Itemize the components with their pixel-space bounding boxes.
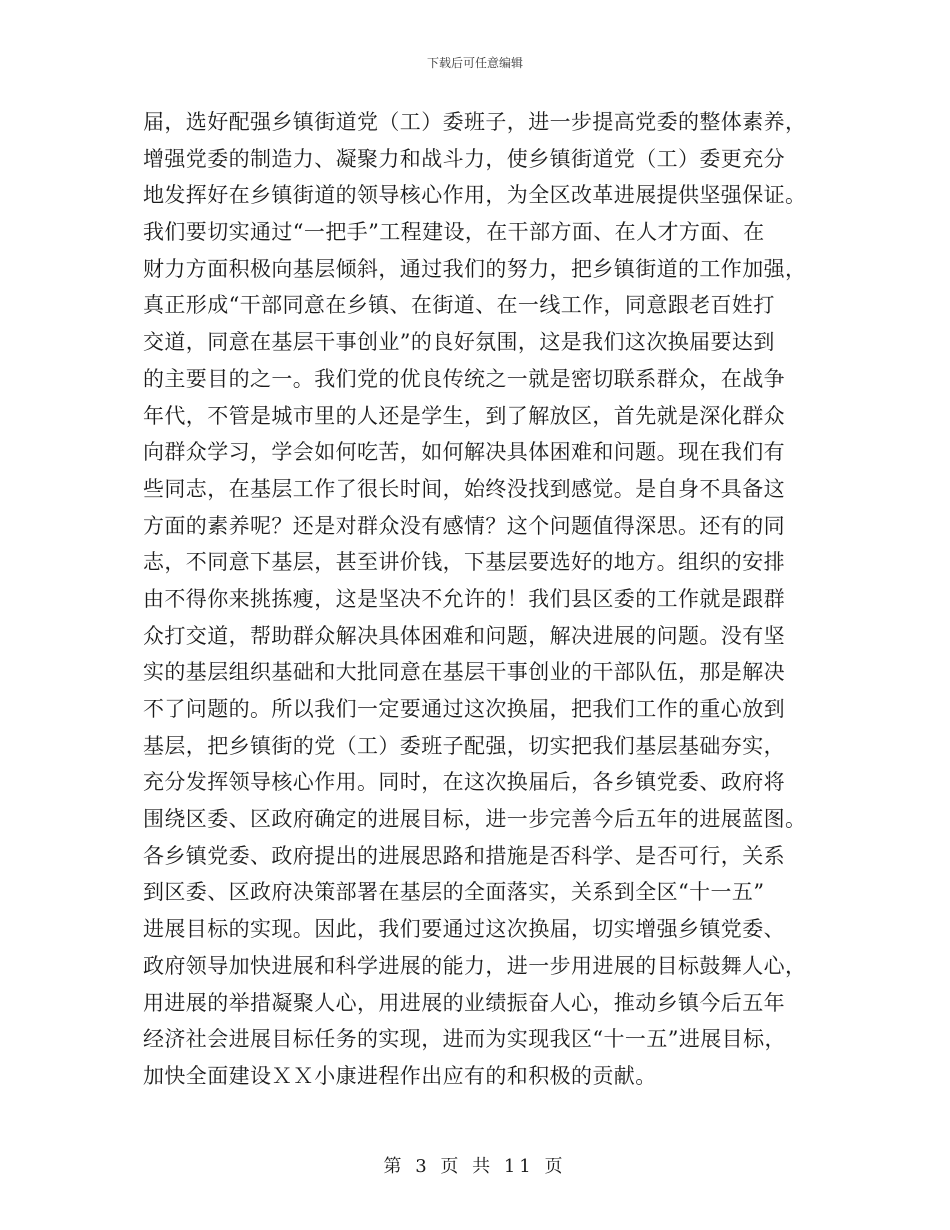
text-line: 政府领导加快进展和科学进展的能力，进一步用进展的目标鼓舞人心， [143, 953, 807, 978]
text-line: 的主要目的之一。我们党的优良传统之一就是密切联系群众，在战争 [143, 366, 785, 391]
text-line: 交道，同意在基层干事创业”的良好氛围，这是我们这次换届要达到 [143, 330, 775, 355]
text-line: 财力方面积极向基层倾斜，通过我们的努力，把乡镇街道的工作加强， [143, 256, 807, 281]
page-number: 第 3 页 共 11 页 [383, 1156, 567, 1177]
body-text [143, 104, 823, 1095]
text-line: 年代，不管是城市里的人还是学生，到了解放区，首先就是深化群众 [143, 403, 785, 428]
text-line: 我们要切实通过“一把手”工程建设，在干部方面、在人才方面、在 [143, 220, 765, 245]
text-line: 由不得你来挑拣瘦，这是坚决不允许的！我们县区委的工作就是跟群 [143, 586, 785, 611]
text-line: 不了问题的。所以我们一定要通过这次换届，把我们工作的重心放到 [143, 697, 785, 721]
text-line: 众打交道，帮助群众解决具体困难和问题，解决进展的问题。没有坚 [143, 623, 785, 648]
text-line: 加快全面建设ＸＸ小康进程作出应有的和积极的贡献。 [143, 1063, 657, 1088]
text-line: 真正形成“干部同意在乡镇、在街道、在一线工作，同意跟老百姓打 [143, 293, 775, 318]
text-line: 基层，把乡镇街的党（工）委班子配强，切实把我们基层基础夯实， [143, 733, 785, 758]
text-line: 到区委、区政府决策部署在基层的全面落实，关系到全区“十一五” [143, 880, 765, 905]
text-line: 充分发挥领导核心作用。同时，在这次换届后，各乡镇党委、政府将 [143, 770, 785, 795]
text-line: 地发挥好在乡镇街道的领导核心作用，为全区改革进展提供坚强保证。 [143, 183, 807, 208]
text-line: 向群众学习，学会如何吃苦，如何解决具体困难和问题。现在我们有 [143, 440, 785, 465]
text-line: 经济社会进展目标任务的实现，进而为实现我区“十一五”进展目标， [143, 1027, 786, 1052]
text-line: 实的基层组织基础和大批同意在基层干事创业的干部队伍，那是解决 [143, 660, 785, 685]
text-line: 届，选好配强乡镇街道党（工）委班子，进一步提高党委的整体素养， [143, 110, 807, 134]
text-line: 方面的素养呢？还是对群众没有感情？这个问题值得深思。还有的同 [143, 513, 785, 538]
text-line: 进展目标的实现。因此，我们要通过这次换届，切实增强乡镇党委、 [143, 917, 785, 942]
text-line: 志，不同意下基层，甚至讲价钱，下基层要选好的地方。组织的安排 [143, 550, 785, 575]
text-line: 增强党委的制造力、凝聚力和战斗力，使乡镇街道党（工）委更充分 [143, 146, 785, 171]
text-line: 用进展的举措凝聚人心，用进展的业绩振奋人心，推动乡镇今后五年 [143, 990, 785, 1015]
text-line: 些同志，在基层工作了很长时间，始终没找到感觉。是自身不具备这 [143, 476, 785, 501]
text-line: 围绕区委、区政府确定的进展目标，进一步完善今后五年的进展蓝图。 [143, 807, 807, 832]
page-header: 下载后可任意编辑 [426, 56, 523, 70]
text-line: 各乡镇党委、政府提出的进展思路和措施是否科学、是否可行，关系 [143, 843, 785, 868]
